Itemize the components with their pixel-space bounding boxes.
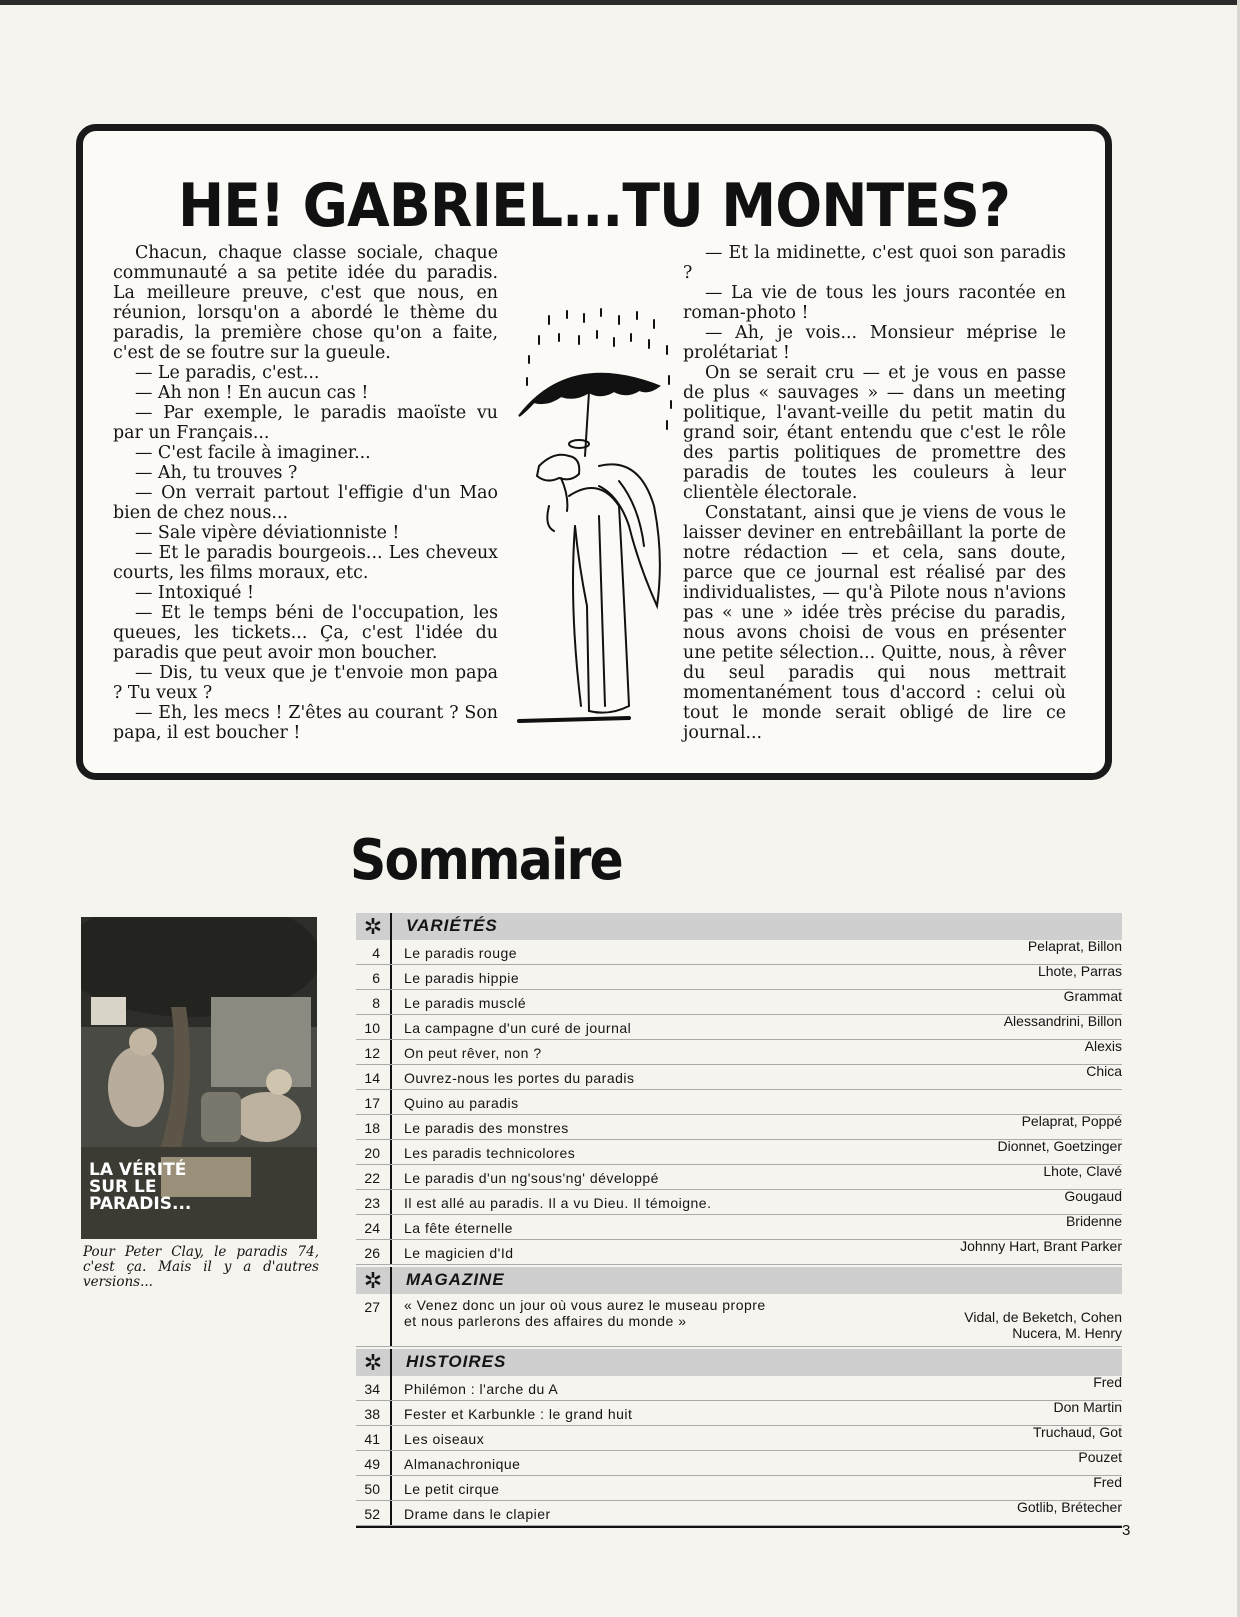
editorial-paragraph: — Intoxiqué !: [135, 583, 254, 603]
editorial-paragraph: — Eh, les mecs ! Z'êtes au courant ? Son papa, il est boucher !: [113, 703, 498, 743]
editorial-paragraph: — Ah non ! En aucun cas !: [135, 383, 369, 403]
article-title: Ouvrez-nous les portes du paradis: [404, 1070, 635, 1086]
article-authors: Pouzet: [1078, 1449, 1122, 1465]
cover-caption: Pour Peter Clay, le paradis 74, c'est ça. Mais il y a d'autres versions...: [83, 1244, 319, 1290]
toc-row: [356, 1451, 1122, 1476]
toc-row: [356, 965, 1122, 990]
editorial-title: HE! GABRIEL...TU MONTES?: [177, 171, 1011, 241]
section-name: MAGAZINE: [406, 1270, 505, 1289]
article-title: La campagne d'un curé de journal: [404, 1020, 632, 1036]
page-ref: 18: [364, 1120, 380, 1136]
page-ref: 14: [364, 1070, 380, 1086]
page-ref: 6: [372, 970, 380, 986]
page-ref: 20: [364, 1145, 380, 1161]
column-divider: [390, 1015, 392, 1039]
column-divider: [390, 913, 392, 940]
page-ref: 23: [364, 1195, 380, 1211]
article-title: Le petit cirque: [404, 1481, 500, 1497]
article-authors: Johnny Hart, Brant Parker: [960, 1238, 1122, 1254]
toc-row: [356, 1065, 1122, 1090]
editorial-paragraph: — Ah, je vois... Monsieur méprise le prolétariat !: [683, 323, 1066, 363]
page-ref: 17: [364, 1095, 380, 1111]
page-ref: 34: [364, 1381, 380, 1397]
column-divider: [390, 1267, 392, 1294]
article-authors: Grammat: [1063, 988, 1122, 1004]
article-title: Drame dans le clapier: [404, 1506, 551, 1522]
authors-line: Nucera, M. Henry: [1012, 1325, 1122, 1341]
article-authors: Gotlib, Brétecher: [1016, 1499, 1122, 1515]
column-divider: [390, 1376, 392, 1400]
column-divider: [390, 1294, 392, 1346]
page-top-edge: [0, 0, 1240, 5]
editorial-paragraph: — Le paradis, c'est...: [135, 363, 320, 383]
article-authors: Gougaud: [1064, 1188, 1122, 1204]
page-ref: 38: [364, 1406, 380, 1422]
toc-bottom-rule: [356, 1526, 1122, 1528]
page-ref: 12: [364, 1045, 380, 1061]
toc-row: [356, 1240, 1122, 1265]
article-title: La fête éternelle: [404, 1220, 513, 1236]
page-ref: 41: [364, 1431, 380, 1447]
editorial-paragraph: — Et la midinette, c'est quoi son paradis ?: [683, 243, 1066, 283]
toc-row: [356, 940, 1122, 965]
toc-row: [356, 1090, 1122, 1115]
toc-row: [356, 1115, 1122, 1140]
column-divider: [390, 1140, 392, 1164]
article-title: Fester et Karbunkle : le grand huit: [404, 1406, 633, 1422]
toc-row: [356, 990, 1122, 1015]
section-name: HISTOIRES: [406, 1352, 507, 1371]
cover-thumbnail: [81, 917, 317, 1239]
editorial-right-column: [683, 243, 1066, 743]
editorial-paragraph: — Ah, tu trouves ?: [135, 463, 298, 483]
article-authors: Fred: [1093, 1374, 1122, 1390]
page-number: 3: [1122, 1522, 1131, 1539]
table-of-contents: [356, 911, 1122, 1528]
article-title: Quino au paradis: [404, 1095, 519, 1111]
article-authors: Bridenne: [1065, 1213, 1122, 1229]
page-ref: 24: [364, 1220, 380, 1236]
section-header: [356, 1267, 1122, 1294]
page-ref: 27: [364, 1299, 380, 1315]
column-divider: [390, 1190, 392, 1214]
article-title: [404, 1297, 766, 1329]
column-divider: [390, 1040, 392, 1064]
editorial-paragraph: — Et le temps béni de l'occupation, les queues, les tickets... Ça, c'est l'idée du paradis que peut avoir mon boucher.: [113, 603, 498, 663]
article-authors: Dionnet, Goetzinger: [997, 1138, 1122, 1154]
article-authors: Lhote, Parras: [1037, 963, 1122, 979]
cover-headline: LA VÉRITÉ SUR LE PARADIS...: [89, 1160, 192, 1214]
page-ref: 26: [364, 1245, 380, 1261]
toc-row: [356, 1501, 1122, 1526]
article-authors: Alexis: [1084, 1038, 1122, 1054]
article-title: Le paradis des monstres: [404, 1120, 569, 1136]
article-title: Le magicien d'Id: [404, 1245, 514, 1261]
toc-row: [356, 1165, 1122, 1190]
editorial-paragraph: — La vie de tous les jours racontée en roman-photo !: [683, 283, 1066, 323]
column-divider: [390, 990, 392, 1014]
column-divider: [390, 1115, 392, 1139]
column-divider: [390, 965, 392, 989]
editorial-left-column: [113, 243, 498, 743]
section-header: [356, 1349, 1122, 1376]
editorial-box: [76, 124, 1112, 780]
toc-row: [356, 1140, 1122, 1165]
editorial-paragraph: Chacun, chaque classe sociale, chaque communauté a sa petite idée du paradis. La meilleure preuve, c'est que nous, en réunion, lorsqu'on a abordé le thème du paradis, la première chose qu'on a faite, c'est de se foutre sur la gueule.: [113, 243, 498, 363]
article-authors: Fred: [1093, 1474, 1122, 1490]
column-divider: [390, 940, 392, 964]
article-title: Il est allé au paradis. Il a vu Dieu. Il témoigne.: [404, 1195, 712, 1211]
toc-row: [356, 1426, 1122, 1451]
authors-line: Vidal, de Beketch, Cohen: [964, 1309, 1122, 1325]
section-name: VARIÉTÉS: [406, 916, 498, 935]
asterisk-icon: ✲: [363, 1268, 383, 1293]
toc-row: [356, 1190, 1122, 1215]
article-title: Le paradis d'un ng'sous'ng' développé: [404, 1170, 659, 1186]
toc-row: [356, 1294, 1122, 1347]
asterisk-icon: ✲: [363, 914, 383, 939]
column-divider: [390, 1501, 392, 1525]
page-ref: 4: [372, 945, 380, 961]
toc-row: [356, 1476, 1122, 1501]
sommaire-title: Sommaire: [350, 828, 622, 893]
column-divider: [390, 1065, 392, 1089]
article-title-line: « Venez donc un jour où vous aurez le museau propre: [404, 1297, 766, 1313]
column-divider: [390, 1090, 392, 1114]
column-divider: [390, 1349, 392, 1376]
column-divider: [390, 1401, 392, 1425]
article-title: Les oiseaux: [404, 1431, 485, 1447]
column-divider: [390, 1426, 392, 1450]
column-divider: [390, 1476, 392, 1500]
editorial-paragraph: — Et le paradis bourgeois... Les cheveux courts, les films moraux, etc.: [113, 543, 498, 583]
asterisk-icon: ✲: [363, 1350, 383, 1375]
article-title: Le paradis hippie: [404, 970, 520, 986]
article-title: Almanachronique: [404, 1456, 521, 1472]
article-authors: Don Martin: [1053, 1399, 1122, 1415]
angel-umbrella-illustration: [509, 306, 679, 736]
page-ref: 8: [372, 995, 380, 1011]
article-authors: Lhote, Clavé: [1043, 1163, 1122, 1179]
article-title: Le paradis musclé: [404, 995, 527, 1011]
article-authors: Alessandrini, Billon: [1003, 1013, 1122, 1029]
article-title: Philémon : l'arche du A: [404, 1381, 559, 1397]
column-divider: [390, 1165, 392, 1189]
column-divider: [390, 1215, 392, 1239]
editorial-paragraph: Constatant, ainsi que je viens de vous le laisser deviner en entrebâillant la porte de notre rédaction — et cela, sans doute, parce que ce journal est réalisé par des individualistes, — qu'à Pilote nous n'avions pas « une » idée très précise du paradis, nous avons choisi de vous en présenter une petite sélection... Quitte, nous, à rêver du seul paradis qui nous mettrait momentanément tous d'accord : celui où tout le monde serait obligé de lire ce journal...: [683, 503, 1066, 743]
page-ref: 22: [364, 1170, 380, 1186]
page-ref: 50: [364, 1481, 380, 1497]
page-ref: 49: [364, 1456, 380, 1472]
column-divider: [390, 1451, 392, 1475]
editorial-paragraph: — Sale vipère déviationniste !: [135, 523, 400, 543]
article-authors: [964, 1309, 1122, 1341]
article-authors: Pelaprat, Poppé: [1021, 1113, 1122, 1129]
article-title: Les paradis technicolores: [404, 1145, 576, 1161]
toc-row: [356, 1215, 1122, 1240]
article-title-line: et nous parlerons des affaires du monde »: [404, 1313, 687, 1329]
article-title: Le paradis rouge: [404, 945, 518, 961]
editorial-paragraph: On se serait cru — et je vous en passe de plus « sauvages » — dans un meeting politique, l'avant-veille du petit matin du grand soir, étant entendu que c'est le rôle des partis politiques de promettre des paradis de toutes les couleurs à leur clientèle électorale.: [683, 363, 1066, 503]
column-divider: [390, 1240, 392, 1264]
editorial-paragraph: — Par exemple, le paradis maoïste vu par un Français...: [113, 403, 498, 443]
section-header: [356, 913, 1122, 940]
toc-row: [356, 1401, 1122, 1426]
article-authors: Pelaprat, Billon: [1027, 938, 1122, 954]
article-authors: Truchaud, Got: [1033, 1424, 1122, 1440]
toc-row: [356, 1015, 1122, 1040]
toc-row: [356, 1376, 1122, 1401]
toc-row: [356, 1040, 1122, 1065]
editorial-paragraph: — C'est facile à imaginer...: [135, 443, 371, 463]
page-ref: 52: [364, 1506, 380, 1522]
editorial-paragraph: — Dis, tu veux que je t'envoie mon papa ? Tu veux ?: [113, 663, 498, 703]
page-ref: 10: [364, 1020, 380, 1036]
editorial-paragraph: — On verrait partout l'effigie d'un Mao bien de chez nous...: [113, 483, 498, 523]
article-authors: Chica: [1086, 1063, 1122, 1079]
article-title: On peut rêver, non ?: [404, 1045, 542, 1061]
